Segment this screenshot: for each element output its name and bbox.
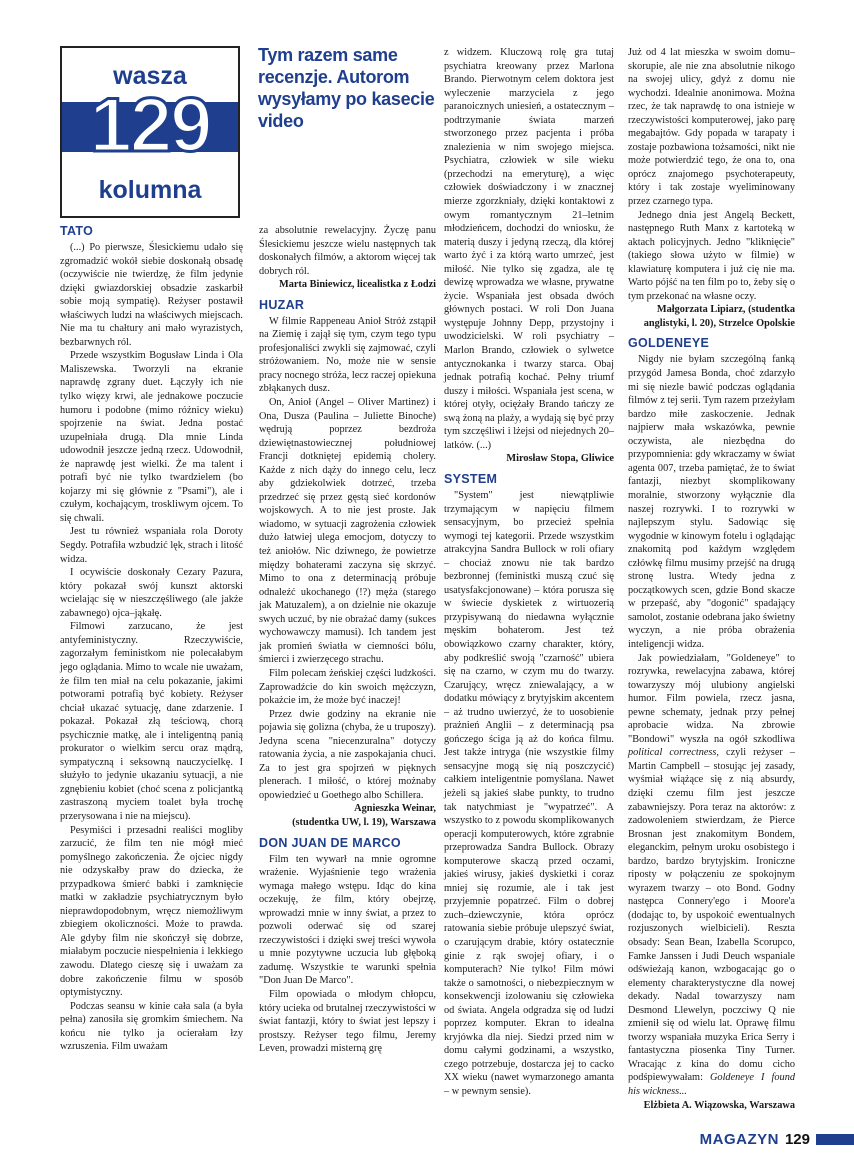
signature: Marta Biniewicz, licealistka z Łodzi xyxy=(279,279,436,291)
paragraph xyxy=(628,652,795,1099)
paragraph: z widzem. Kluczową rolę gra tutaj psychiatra kreowany przez Marlona Brando. Pierwotnym celem doktora jest wyleczenie marzyciela z jego paranoicznych uniesień, a ostatecznym – podtrzymanie świata marzeń stworzonego przez pacjenta i próba znalezienia w nim swojego miejsca. Psychiatra, człowiek w sile wieku (przechodzi na emeryturę), a więc człowiek doświadczony i w znacznej mierze zgorzkniały, dzięki kontaktowi z owym romantycznym 21–letnim młodzieńcem, dochodzi do wniosku, że materią duszy i jedyną rzeczą, dla której warto żyć i za którą warto umrzeć, jest miłość. Nie tylko się zgadza, ale tę dewizę wprowadza we własne, prywatne życie. Wspaniała jest obsada dwóch głównych postaci. W roli Don Juana występuje Johnny Depp, przystojny i uwodzicielski. W roli psychiatry – Marlon Brando, człowiek o sylwetce antycznokanka i twarzy starca. Obaj jednak potrafią kochać. Pełny triumf duszy i miłości. Wspaniała jest scena, w której otyły, ociężały Brando tańczy ze swą żoną na plaży, a wydają się być przy tym szczęśliwi i lżejsi od niejednych 20–latków. (...) xyxy=(444,47,614,451)
signature: (studentka UW, l. 19), Warszawa xyxy=(292,816,436,828)
paragraph: Filmowi zarzucano, że jest antyfeministyczny. Rzeczywiście, zagorzałym feministkom nie polecałabym jego oglądania. Mimo to wcale nie uważam, że film ten miał na celu pokazanie, jakimi potworami potrafią być kobiety. Reżyser chciał ukazać sytuację, dane zdarzenie. I pokazał. Pokazał złą teściową, chorą psychicznie matkę, ale i inteligentną panią prokurator o wielkim sercu oraz mądrą, sympatyczną i seksowną nauczycielkę. I służyło to jedynie ukazaniu sytuacji, a nie zgnębieniu kobiet (choć scena z policjantką zastraszoną myciem toalet była trochę przerysowana i nie na miejscu). xyxy=(60,621,243,822)
paragraph: Przede wszystkim Bogusław Linda i Ola Maliszewska. Tworzyli na ekranie naprawdę zgrany duet. Łączyły ich nie tylko więzy krwi, ale jednakowe poczucie humoru i podobne (mimo różnicy wieku) spojrzenie na świat. Jedna postać uzupełniała drugą. Dla mnie Linda udowodnił jeszcze jedną rzecz. Udowodnił, że naprawdę jest wielki. Że ma talent i potrafi być nie tylko twardzielem (bo kojarzy mi się głównie z "Psami"), ale i czułym, kochającym, troskliwym ojcem. To się chwali. xyxy=(60,350,243,524)
paragraph: Przez dwie godziny na ekranie nie pojawia się golizna (chyba, że u truposzy). Jedyna scena "niecenzuralna" dotyczy ratowania życia, a nie zaspokajania chuci. Za to jest gra spojrzeń w pięknych plenerach. I miłość, o której możnaby opowiedzieć u Goethego albo Schillera. xyxy=(259,708,436,801)
paragraph: On, Anioł (Angel – Oliver Martinez) i Ona, Dusza (Paulina – Juliette Binoche) wędrują poprzez bezdroża dziewiętnastowiecznej południowej Francji dotkniętej epidemią cholery. Każde z nich dąży do innego celu, lecz aby gdziekolwiek dotrzeć, trzeba przedrzeć się przez gęstą sieć kordonów wojskowych. A to nie jest proste. Jak wiadomo, w sytuacji zagrożenia człowiek dużo łatwiej ulega emocjom, dotyczy to też aniołów. Nic dziwnego, że powietrze między bohaterami zaczyna się skrzyć. Mimo to ona z determinacją próbuje odnaleźć ukochanego (!?) męża (starego jak Matuzalem), a on dzielnie nie okazuje swych uczuć, by nie obrażać damy (sukces wychowawczy mamusi). Ich tandem jest jak promień światła w ciemności bólu, śmierci i zwierzęcego strachu. xyxy=(259,397,436,666)
paragraph: Film polecam żeńskiej części ludzkości. Zaprowadźcie do kin swoich mężczyzn, pokażcie im, że może być inaczej! xyxy=(259,667,436,707)
signature: Małgorzata Lipiarz, (studentka xyxy=(656,304,795,316)
paragraph-text: czyli reżyser – Martin Campbell – stosując jej zasady, wyśmiał wiążące się z nią absurdy, dzięki czemu film jest jeszcze zabawniejszy. Pora teraz na aktorów: z zadowoleniem stwierdzam, że Pierce Brosnan jest znakomitym Bondem, eleganckim, pełnym uroku osobistego i bardzo, bardzo brytyjskim. Ironiczne riposty w połączeniu ze spokojnym wyrazem twarzy – oto Bond. Godny następca Connery'ego i Moore'a (dodając to, by uspokoić ewentualnych rozjuszonych wielbicieli). Reszta obsady: Sean Bean, Izabella Scorupco, Famke Janssen i Judi Deuch wspaniale odświeżają kanon, wzbogacając go o elementy charakterystyczne dla nowej dekady. Nadal towarzyszy nam Desmond Llewelyn, poczciwy Q nie zmienił się od wielu lat. Oprawę filmu tworzy wspaniała muzyka Erica Serry i fantastyczna piosenka Tiny Turner. Wracając z kina do domu cicho podśpiewywałam: xyxy=(628,747,795,1084)
heading-huzar: HUZAR xyxy=(259,297,305,312)
paragraph: Jest tu również wspaniała rola Doroty Segdy. Potrafiła wzbudzić lęk, strach i litość widza. xyxy=(60,526,243,565)
lead-heading: Tym razem same recenzje. Autorom wysyłamy po kasecie video xyxy=(258,45,435,131)
column-2 xyxy=(259,224,436,1056)
paragraph: W filmie Rappeneau Anioł Stróż zstąpił na Ziemię i zajął się tym, czym tego typu profesjonaliści zwykli się zajmować, czyli stróżowaniem. No, może nie w sensie pracy nocnego stróża, lecz raczej opiekuna zbłąkanych dusz. xyxy=(259,315,436,395)
paragraph: Film ten wywarł na mnie ogromne wrażenie. Wyjaśnienie tego wrażenia wymaga małego wstępu. Idąc do kina oczekuję, że film, który obejrzę, wprowadzi mnie w inny świat, a przez to pozwoli oderwać się od szarej rzeczywistości i dzięki swej treści wywoła u mnie pozytywne uczucia lub głęboką zadumę. Wszystkie te warunki spełnia "Don Juan De Marco". xyxy=(259,853,436,987)
paragraph: za absolutnie rewelacyjny. Życzę panu Ślesickiemu jeszcze wielu następnych tak doskonałych filmów, a aktorom więcej tak dobrych ról. xyxy=(259,225,436,277)
column-4 xyxy=(628,46,795,1112)
column-logo xyxy=(60,46,240,218)
magazine-name: MAGAZYN xyxy=(699,1130,779,1148)
paragraph: Nigdy nie byłam szczególną fanką przygód Jamesa Bonda, choć zdarzyło mi się niezle bawić podczas oglądania filmów z tej serii. Tym razem przeżyłam bardzo miłe zaskoczenie. Jednak najpierw mała wskazówka, pewnie oczywista, ale niezbędna do przypomnienia: gdy wkraczamy w świat agenta 007, trzeba pamiętać, że to świat fantazji, niezbyt skomplikowany moralnie, stworzony wyłącznie dla naszej rozrywki. I to rozrywki w najlepszym stylu. Sadowiąc się wygodnie w kinowym fotelu i oglądając znakomitą pod każdym względem człówkę filmu musimy przejść na drugą stronę lustra. Wtedy jedna z początkowych scen, gdzie Bond skacze w przepaść, aby "dogonić" spadający samolot, zostanie odebrana jako świetny wyczyn, a nie próba obrażenia inteligencji widza. xyxy=(628,354,795,650)
signature: Elżbieta A. Wiązowska, Warszawa xyxy=(643,1099,795,1111)
column-3 xyxy=(444,46,614,1099)
paragraph: (...) Po pierwsze, Ślesickiemu udało się zgromadzić wokół siebie doskonałą obsadę (oczywiście nie twierdzę, że film jedynie dzięki gwiazdorskiej obsadzie zaskarbił sobie moją sympatię). Reżyser postawił właściwych ludzi na właściwych miejscach. Nie ma tu chałtury ani mało wyrazistych, bezbarwnych ról. xyxy=(60,242,243,348)
page-number: 129 xyxy=(784,1130,810,1148)
paragraph: I ocywiście doskonały Cezary Pazura, który pokazał swój kunszt aktorski wcielając się w nieszczęśliwego (ale jakże zabawnego) ojca–jąkałę. xyxy=(60,567,243,619)
column-1 xyxy=(60,224,243,1054)
signature: Agnieszka Weinar, xyxy=(354,803,436,815)
paragraph: Podczas seansu w kinie cała sala (a była pełna) zanosiła się gromkim śmiechem. Na końcu nie tylko ja ocierałam łzy wzruszenia. Film uważam xyxy=(60,1000,243,1053)
paragraph-text: Jak powiedziałam, "Goldeneye" to rozrywka, rewelacyjna zabawa, której towarzyszy mój ulubiony angielski humor. Film powiela, rzecz jasna, pewne schematy, jednak przy pełnej aprobacie widza. Na zbrowie "Bondowi" wyszła na ogół szkodliwa xyxy=(628,652,795,745)
heading-system: SYSTEM xyxy=(444,471,498,486)
heading-tato: TATO xyxy=(60,224,94,238)
signature: Mirosław Stopa, Gliwice xyxy=(506,453,614,465)
paragraph: Pesymiści i przesadni realiści mogliby zarzucić, że film ten nie mógł mieć pomyślnego zakończenia. Że ojciec nigdy nie odzyskałby praw do dziecka, że przypadkowa śmierć babki i zamknięcie matki w zakładzie psychiatrycznym było nieprawdopodobnym, wręcz niemożliwym zbiegiem okoliczności. Może to prawda. Ale gdyby film nie skończył się dobrze, miałabym poczucie niespełnienia i lekkiego zawodu. Dlatego cieszę się i uważam za dobre zakończenie filmu w sposób optymistyczny. xyxy=(60,824,243,999)
italic-phrase: Goldeneye I found his wickness... xyxy=(628,1072,795,1098)
italic-phrase: political correctness, xyxy=(628,747,720,759)
paragraph: "System" jest niewątpliwie trzymającym w napięciu filmem sensacyjnym, bo przecież spełnia wymogi tej kategorii. Przede wszystkim atrakcyjna Sandra Bullock w roli ofiary – chociaż znowu nie tak bardzo bezbronnej (feministki muszą czuć się usatysfakcjonowane) – która porusza się w świecie dyskietek z wirtuozerią przypisywaną do niedawna wyłącznie męskim bohaterom. Jest też obowiązkowo czarny charakter, który, aby podkreślić swoją "czarność" ubiera się na czarno, w czym mu do twarzy. Czarujący, wręcz zniewalający, a w dodatku mówiący z brytyjskim akcentem – aż trudno uwierzyć, że to uosobienie prażnień Anglii – z determinacją psa gończego ściga ją aż do końca filmu. Jest także intryga (nie wszystkie filmy sensacyjne mogą się nią poszczycić) całkiem inteligentnie pomyślana. Nawet jeżeli są jakieś słabe punkty, to trudno tak natychmiast je "wypatrzeć". A wszystko to z powodu skomplikowanych operacji komputerowych, które zgrabnie przeprowadza Sandra Bullock. Obrazy komputerowe skaczą przed oczami, jakieś wirusy, jakieś dyskietki i coraz mniej się rozumie, ale i tak jest przyjemnie popatrzeć. Film o dobrej zuch–dziewczynie, która oprócz ratowania siebie próbuje ulepszyć świat, o czarującym drabie, który ostatecznie ginie z rąk swojej ofiary, i o komputerach? Nie tylko! Film mówi także o samotności, o niebezpiecznym w konsekwencji izolowaniu się człowieka od świata. Angela odgradza się od ludzi poprzez komputer. Ekran to idealna kryjówka dla niej. Siedzi przed nim w domu całymi godzinami, a wszystko, czego potrzebuje, dostarcza jej to cacko XX wieku (nawet wymarzonego amanta – w pewnym sensie). xyxy=(444,489,614,1098)
paragraph: Film opowiada o młodym chłopcu, który ucieka od brutalnej rzeczywistości w świat fantazji, który to świat jest lepszy i prostszy. Reżyser tego filmu, Jeremy Leven, prowadzi misterną grę xyxy=(259,988,436,1055)
logo-number: 129 xyxy=(89,83,211,168)
logo-word-kolumna: kolumna xyxy=(98,176,202,204)
heading-goldeneye: GOLDENEYE xyxy=(628,336,710,351)
logo-word-wasza: wasza xyxy=(113,62,187,90)
footer-bar xyxy=(816,1134,854,1145)
signature: anglistyki, l. 20), Strzelce Opolskie xyxy=(643,317,795,329)
paragraph: Już od 4 lat mieszka w swoim domu–skorupie, ale nie zna absolutnie nikogo na swojej ulicy, gdyż z domu nie wychodzi. Idealnie anonimowa. Można rzec, że tak naprawdę to ona istnieje w rzeczywistości komputerowej, jako parę megabajtów. Gdy popada w tarapaty i zostaje pozbawiona tożsamości, nikt nie może potwierdzić tego, że ona to, ona oprócz znajomego psychoterapeuty, który i tak zostaje wyeliminowany przez czarnego typa. xyxy=(628,47,795,208)
paragraph: Jednego dnia jest Angelą Beckett, następnego Ruth Manx z kartoteką w aktach policyjnych. Jedno "kliknięcie" (takiego słowa użyto w filmie) w klawiaturę komputera i już cię nie ma. Warto pójść na ten film po to, żeby się o tym przekonać na własne oczy. xyxy=(628,209,795,302)
heading-don-juan-de-marco: DON JUAN DE MARCO xyxy=(259,835,401,850)
page-footer xyxy=(700,1128,854,1150)
